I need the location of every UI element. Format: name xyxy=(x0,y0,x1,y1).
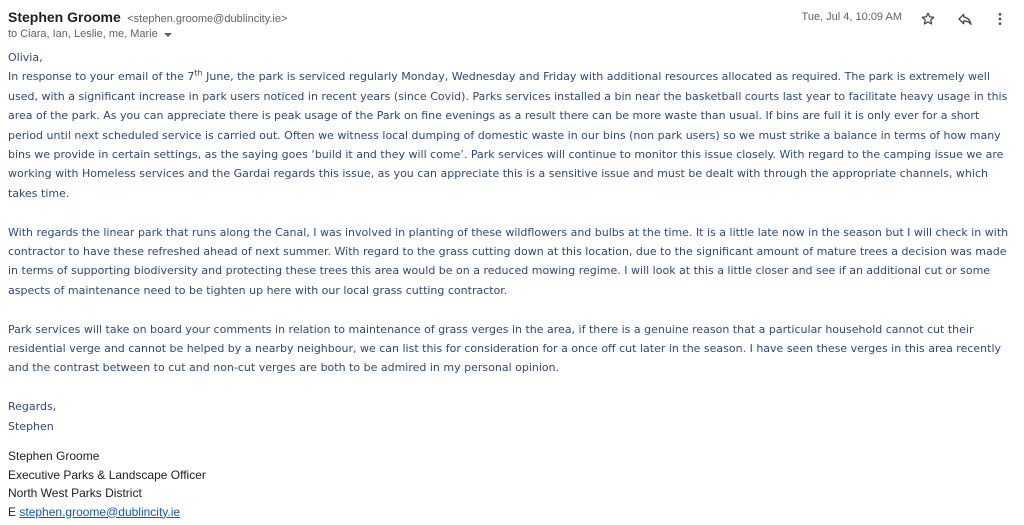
chevron-down-icon[interactable] xyxy=(164,33,172,37)
reply-button[interactable] xyxy=(953,7,977,31)
paragraph-1-rest: June, the park is serviced regularly Monday, Wednesday and Friday with additional resources allocated as required. The park is extremely well used, with a significant increase in park users noticed in recent years (since Covid). Parks services installed a bin near the basketball courts last year to facilitate heavy usage in this area of the park. As you can appreciate there is peak usage of the Park on fine evenings as a result there can be more waste than usual. If bins are full it is only ever for a short period until next scheduled service is carried out. Often we witness local dumping of domestic waste in our bins (non park users) so we must strike a balance in terms of how many bins we provide in certain settings, as the saying goes ‘build it and they will come’. Park services will continue to monitor this issue closely. With regard to the camping issue we are working with Homeless services and the Gardai regards this issue, as you can appreciate this is a sensitive issue and must be dealt with through the appropriate channels, which takes time. xyxy=(8,70,1008,200)
email-signature xyxy=(8,447,206,521)
paragraph-1-start: In response to your email of the 7 xyxy=(8,70,195,84)
greeting: Olivia, xyxy=(8,51,43,64)
recipients-line[interactable] xyxy=(8,28,172,40)
more-vert-icon xyxy=(992,11,1008,27)
more-options-button[interactable] xyxy=(988,7,1012,31)
spacer xyxy=(8,300,1012,319)
sender-email: <stephen.groome@dublincity.ie> xyxy=(127,13,288,25)
signature-email-prefix: E xyxy=(8,504,17,519)
recipients-list: Ciara, Ian, Leslie, me, Marie xyxy=(20,28,158,40)
signature-district: North West Parks District xyxy=(8,486,142,500)
closing-name: Stephen xyxy=(8,419,54,433)
signature-email-line xyxy=(8,503,206,522)
paragraph-1 xyxy=(8,67,1012,203)
paragraph-2: With regards the linear park that runs along the Canal, I was involved in planting of these wildflowers and bulbs at the time. It is a little late now in the season but I will check in with contractor to have these refreshed ahead of next summer. With regard to the grass cutting down at this location, due to the significant amount of mature trees a decision was made in terms of supporting biodiversity and protecting these trees this area would be on a reduced mowing regime. I will look at this a little closer and see if an additional cut or some aspects of maintenance need to be tighten up here with our local grass cutting contractor. xyxy=(8,225,1009,297)
ordinal-suffix: th xyxy=(194,68,203,78)
signature-email-link[interactable]: stephen.groome@dublincity.ie xyxy=(19,504,181,519)
message-header xyxy=(0,0,1024,48)
message-body xyxy=(8,48,1012,436)
reply-icon xyxy=(957,11,973,27)
spacer xyxy=(8,203,1012,222)
sender-name[interactable]: Stephen Groome xyxy=(8,9,121,25)
message-date: Tue, Jul 4, 10:09 AM xyxy=(801,11,902,23)
signature-name: Stephen Groome xyxy=(8,449,100,463)
paragraph-3: Park services will take on board your comments in relation to maintenance of grass verges in the area, if there is a genuine reason that a particular household cannot cut their residential verge and cannot be helped by a nearby neighbour, we can list this for consideration for a once off cut later in the season. I have seen these verges in this area recently and the contrast between to cut and non-cut verges are both to be admired in my personal opinion. xyxy=(8,322,1002,375)
star-button[interactable] xyxy=(916,7,940,31)
sender-line xyxy=(8,9,287,27)
signature-title: Executive Parks & Landscape Officer xyxy=(8,467,206,482)
closing: Regards, xyxy=(8,400,57,414)
recipients-prefix: to xyxy=(8,28,18,40)
star-icon xyxy=(920,11,936,27)
spacer xyxy=(8,378,1012,397)
